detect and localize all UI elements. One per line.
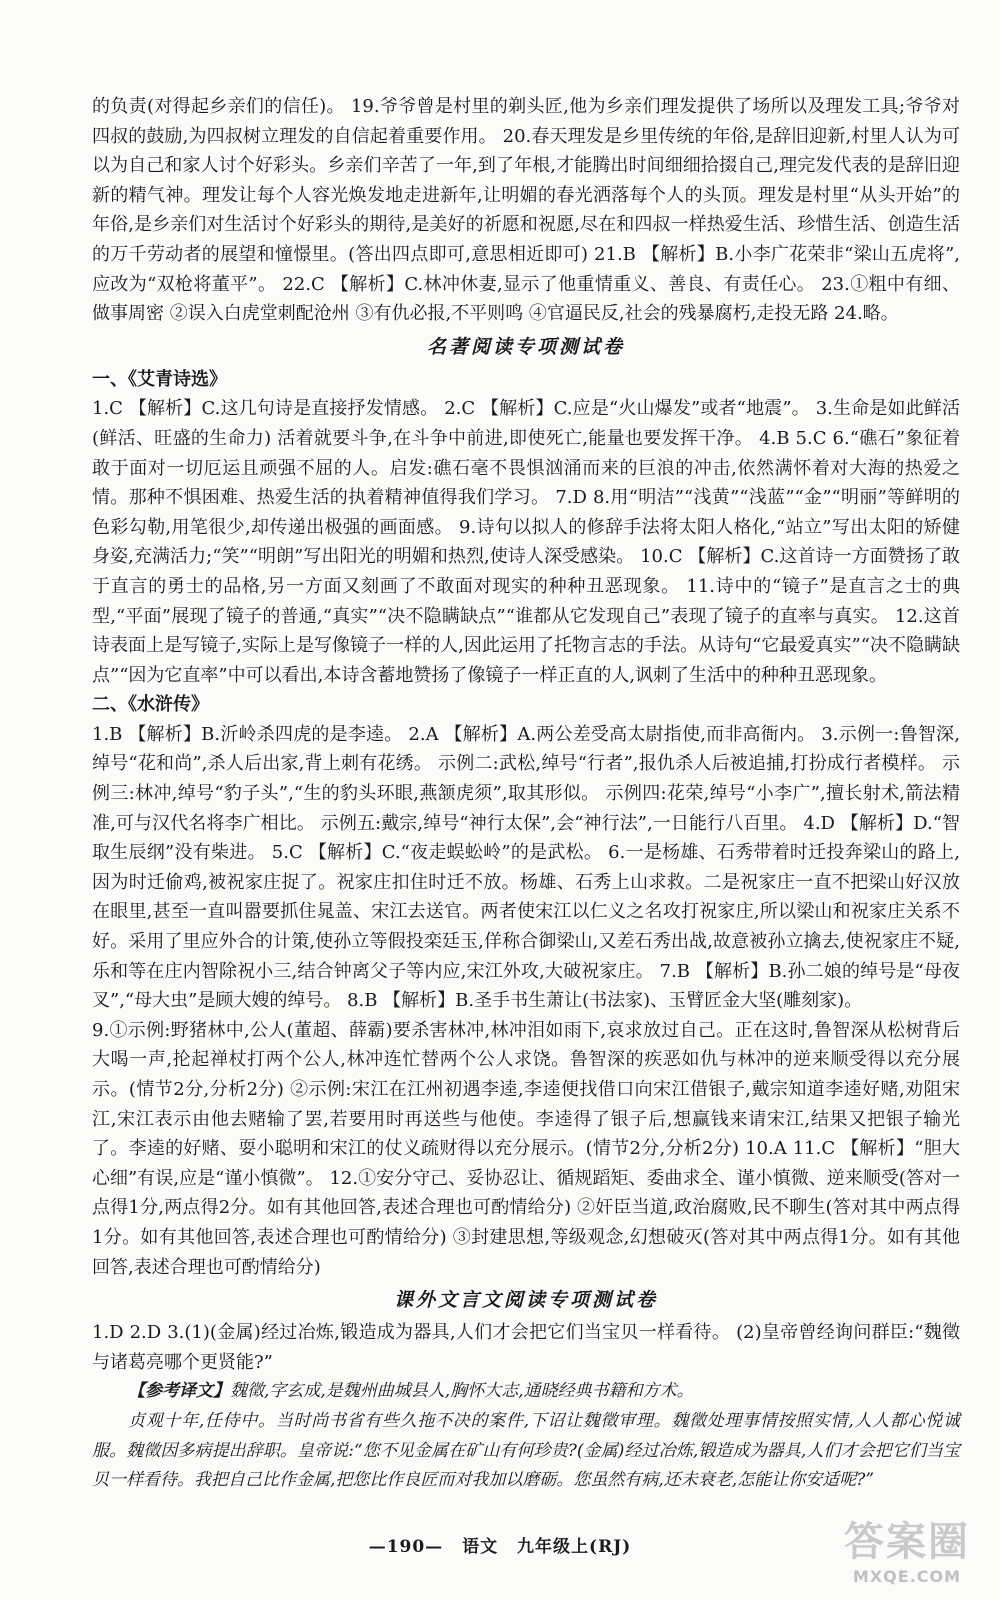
footer-grade: 九年级上(RJ)	[517, 1537, 632, 1557]
part-heading-aiqing: 一、《艾青诗选》	[92, 368, 227, 390]
section-text-classical-chinese: 1.D 2.D 3.(1)(金属)经过冶炼,锻造成为器具,人们才会把它们当宝贝一样看待。 (2)皇帝曾经询问群臣:“魏徵与诸葛亮哪个更贤能?”	[92, 1322, 960, 1373]
part-text-shuihu: 1.B 【解析】B.沂岭杀四虎的是李逵。 2.A 【解析】A.两公差受高太尉指使,而非高衙内。 3.示例一:鲁智深,绰号“花和尚”,杀人后出家,背上刺有花绣。 示例二:武松,绰号“行者”,报仇杀人后被追捕,打扮成行者模样。 示例三:林冲,绰号“豹子头”,“生的豹头环眼,燕颔虎须”,取其形似。 示例四:花荣,绰号“小李广”,擅长射术,箭法精准,可与汉代名将李广相比。 示例五:戴宗,绰号“神行太保”,会“神行法”,一日能行八百里。 4.D 【解析】D.“智取生辰纲”没有柴进。 5.C 【解析】C.“夜走蜈蚣岭”的是武松。 6.一是杨雄、石秀带着时迁投奔梁山的路上,因为时迁偷鸡,被祝家庄捉了。祝家庄扣住时迁不放。杨雄、石秀上山求救。二是祝家庄一直不把梁山好汉放在眼里,甚至一直叫嚣要抓住晁盖、宋江去送官。两者使宋江以仁义之名攻打祝家庄,所以梁山和祝家庄关系不好。采用了里应外合的计策,使孙立等假投栾廷玉,佯称合御梁山,又差石秀出战,故意被孙立擒去,使祝家庄不疑,乐和等在庄内智除祝小三,结合钟离父子等内应,宋江外攻,大破祝家庄。 7.B 【解析】B.孙二娘的绰号是“母夜叉”,“母大虫”是顾大嫂的绰号。 8.B 【解析】B.圣手书生萧让(书法家)、玉臂匠金大坚(雕刻家)。	[92, 723, 960, 1012]
section-title-classical-chinese: 课外文言文阅读专项测试卷	[393, 1289, 658, 1312]
part-text-aiqing: 1.C 【解析】C.这几句诗是直接抒发情感。 2.C 【解析】C.应是“火山爆发”或者“地震”。 3.生命是如此鲜活(鲜活、旺盛的生命力) 活着就要斗争,在斗争中前进,即使死亡,能量也要发挥干净。 4.B 5.C 6.“礁石”象征着敢于面对一切厄运且顽强不屈的人。启发:礁石毫不畏惧汹涌而来的巨浪的冲击,依然满怀着对大海的热爱之情。那种不惧困难、热爱生活的执着精神值得我们学习。 7.D 8.用“明洁”“浅黄”“浅蓝”“金”“明丽”等鲜明的色彩勾勒,用笔很少,却传递出极强的画面感。 9.诗句以拟人的修辞手法将太阳人格化,“站立”写出太阳的矫健身姿,充满活力;“笑”“明朗”写出阳光的明媚和热烈,使诗人深受感染。 10.C 【解析】C.这首诗一方面赞扬了敢于直言的勇士的品格,另一方面又刻画了不敢面对现实的种种丑恶现象。 11.诗中的“镜子”是直言之士的典型,“平面”展现了镜子的普通,“真实”“决不隐瞒缺点”“谁都从它发现自己”表现了镜子的直率与真实。 12.这首诗表面上是写镜子,实际上是写像镜子一样的人,因此运用了托物言志的手法。从诗句“它最爱真实”“决不隐瞒缺点”“因为它直率”中可以看出,本诗含蓄地赞扬了像镜子一样正直的人,讽刺了生活中的种种丑恶现象。	[92, 398, 960, 686]
page-number: —190—	[368, 1537, 444, 1557]
reference-translation-intro	[92, 1377, 960, 1407]
reference-translation-label: 【参考译文】	[128, 1381, 230, 1402]
watermark-site-text: MXQE.COM	[852, 1567, 962, 1586]
answer-page	[92, 92, 960, 1496]
watermark-logo	[832, 1508, 982, 1588]
top-answer-block: 的负责(对得起乡亲们的信任)。 19.爷爷曾是村里的剃头匠,他为乡亲们理发提供了场所以及理发工具;爷爷对四叔的鼓励,为四叔树立理发的自信起着重要作用。 20.春天理发是乡里传统的年俗,是辞旧迎新,村里人认为可以为自己和家人讨个好彩头。乡亲们辛苦了一年,到了年根,才能腾出时间细细拾掇自己,理完发代表的是辞旧迎新的精气神。理发让每个人容光焕发地走进新年,让明媚的春光洒落每个人的头顶。理发是村里“从头开始”的年俗,是乡亲们对生活讨个好彩头的期待,是美好的祈愿和祝愿,尽在和四叔一样热爱生活、珍惜生活、创造生活的万千劳动者的展望和憧憬里。(答出四点即可,意思相近即可) 21.B 【解析】B.小李广花荣非“梁山五虎将”,应改为“双枪将董平”。 22.C 【解析】C.林冲休妻,显示了他重情重义、善良、有责任心。 23.①粗中有细、做事周密 ②误入白虎堂刺配沧州 ③有仇必报,不平则鸣 ④官逼民反,社会的残暴腐朽,走投无路 24.略。	[92, 96, 960, 325]
reference-translation-body: 贞观十年,任侍中。当时尚书省有些久拖不决的案件,下诏让魏徵审理。魏徵处理事情按照实情,人人都心悦诚服。魏徵因多病提出辞职。皇帝说:“您不见金属在矿山有何珍贵?(金属)经过冶炼,锻造成为器具,人们才会把它们当宝贝一样看待。我把自己比作金属,把您比作良匠而对我加以磨砺。您虽然有病,还未衰老,怎能让你安适呢?”	[92, 1410, 960, 1491]
section-title-classics: 名著阅读专项测试卷	[426, 335, 625, 358]
watermark-logo-text: 答案圈	[844, 1519, 970, 1565]
part-heading-shuihu: 二、《水浒传》	[92, 694, 209, 716]
part-text-shuihu-q9: 9.①示例:野猪林中,公人(董超、薛霸)要杀害林冲,林冲泪如雨下,哀求放过自己。正在这时,鲁智深从松树背后大喝一声,抡起禅杖打两个公人,林冲连忙替两个公人求饶。鲁智深的疾恶如仇与林冲的逆来顺受得以充分展示。(情节2分,分析2分) ②示例:宋江在江州初遇李逵,李逵便找借口向宋江借银子,戴宗知道李逵好赌,劝阻宋江,宋江表示由他去赌输了罢,若要用时再送些与他使。李逵得了银子后,想赢钱来请宋江,结果又把银子输光了。李逵的好赌、耍小聪明和宋江的仗义疏财得以充分展示。(情节2分,分析2分) 10.A 11.C 【解析】“胆大心细”有误,应是“谨小慎微”。 12.①安分守己、妥协忍让、循规蹈矩、委曲求全、谨小慎微、逆来顺受(答对一点得1分,两点得2分。如有其他回答,表述合理也可酌情给分) ②奸臣当道,政治腐败,民不聊生(答对其中两点得1分。如有其他回答,表述合理也可酌情给分) ③封建思想,等级观念,幻想破灭(答对其中两点得1分。如有其他回答,表述合理也可酌情给分)	[92, 1019, 960, 1278]
footer-subject: 语文	[462, 1537, 499, 1557]
reference-translation-line1: 魏徵,字玄成,是魏州曲城县人,胸怀大志,通晓经典书籍和方术。	[230, 1381, 694, 1402]
